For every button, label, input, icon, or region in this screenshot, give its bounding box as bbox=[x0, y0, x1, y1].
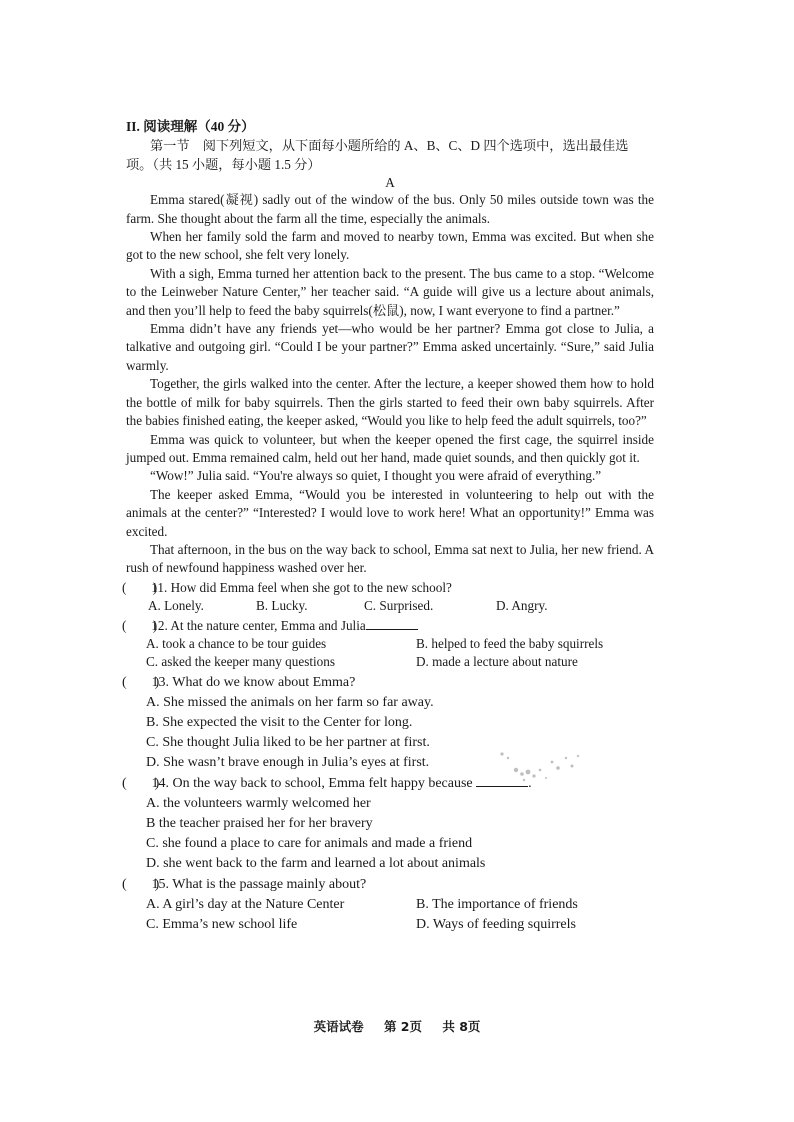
passage-paragraph: Emma was quick to volunteer, but when the keeper opened the first cage, the squirrel inside jumped out. Emma remained calm, held out her hand, made quiet sounds, and then quickly got it. bbox=[126, 431, 654, 465]
question-12 bbox=[122, 617, 654, 672]
option-row bbox=[126, 635, 654, 653]
option-a: A. A girl’s day at the Nature Center bbox=[146, 896, 345, 912]
answer-blank bbox=[366, 617, 418, 630]
answer-paren[interactable]: ( ) bbox=[122, 775, 160, 791]
passage-paragraph: “Wow!” Julia said. “You're always so quiet, I thought you were afraid of everything.” bbox=[150, 468, 602, 484]
option-b: B. She expected the visit to the Center for long. bbox=[146, 714, 413, 730]
option-c: C. asked the keeper many questions bbox=[146, 654, 335, 670]
option-d: D. Angry. bbox=[496, 598, 548, 614]
question-11 bbox=[122, 579, 654, 616]
option-d: D. Ways of feeding squirrels bbox=[416, 916, 576, 932]
reading-section bbox=[122, 118, 654, 935]
option-b: B. Lucky. bbox=[256, 598, 308, 614]
option-c: C. She thought Julia liked to be her partner at first. bbox=[146, 734, 430, 750]
passage-paragraph: With a sigh, Emma turned her attention back to the present. The bus came to a stop. “Welcome to the Leinweber Nature Center,” her teacher said. “A guide will give us a lecture about animals, and then you’ll help to feed the baby squirrels(松鼠), now, I want everyone to find a partner.” bbox=[126, 265, 654, 318]
option-row bbox=[126, 653, 654, 671]
option-d: D. she went back to the farm and learned a lot about animals bbox=[146, 855, 486, 871]
option-a: A. She missed the animals on her farm so far away. bbox=[146, 694, 434, 710]
passage-paragraph: Emma stared(凝视) sadly out of the window of the bus. Only 50 miles outside town was the farm. She thought about the farm all the time, especially the animals. bbox=[126, 192, 654, 226]
option-row bbox=[126, 895, 654, 915]
option-d: D. She wasn’t brave enough in Julia’s eyes at first. bbox=[146, 754, 430, 770]
question-stem: 11. How did Emma feel when she got to the new school? bbox=[151, 579, 452, 595]
answer-paren[interactable]: ( ) bbox=[122, 617, 158, 633]
page-footer bbox=[0, 1017, 794, 1035]
question-stem: 12. At the nature center, Emma and Julia bbox=[151, 617, 366, 633]
question-stem: 14. On the way back to school, Emma felt happy because bbox=[151, 775, 473, 791]
passage-text bbox=[126, 191, 654, 578]
question-14: ( ) 14. On the way back to school, Emma felt happy because . A. the volunteers warmly welcomed her B the teacher praised her for her bravery C. she found a place to care for animals and made a friend D. she went back to the farm and learned a lot about animals bbox=[126, 774, 654, 874]
option-b: B. The importance of friends bbox=[416, 896, 578, 912]
question-stem: 15. What is the passage mainly about? bbox=[151, 876, 367, 892]
option-b: B the teacher praised her for her bravery bbox=[146, 815, 373, 831]
option-d: D. made a lecture about nature bbox=[416, 654, 578, 670]
footer-total: 共 8页 bbox=[442, 1019, 481, 1034]
passage-paragraph: Together, the girls walked into the center. After the lecture, a keeper showed them how to hold the bottle of milk for baby squirrels. Then the girls started to feed their own baby squirrels. After the babies finished eating, the keeper asked, “Would you like to help feed the adult squirrels, too?” bbox=[126, 376, 654, 429]
option-c: C. Surprised. bbox=[364, 598, 434, 614]
passage-paragraph: The keeper asked Emma, “Would you be interested in volunteering to help out with the animals at the center?” “Interested? I would love to work here! What an opportunity!” Emma was excited. bbox=[126, 486, 654, 539]
option-b: B. helped to feed the baby squirrels bbox=[416, 635, 604, 651]
section-heading: II. 阅读理解（40 分） bbox=[126, 119, 255, 134]
answer-paren[interactable]: ( ) bbox=[122, 674, 160, 690]
option-c: C. Emma’s new school life bbox=[146, 916, 298, 932]
answer-paren[interactable]: ( ) bbox=[122, 876, 160, 892]
answer-paren[interactable]: ( ) bbox=[122, 579, 158, 595]
section-instruction: 第一节 阅下列短文，从下面每小题所给的 A、B、C、D 四个选项中，选出最佳选项。（共 15 小题，每小题 1.5 分） bbox=[126, 138, 629, 172]
footer-page: 第 2页 bbox=[383, 1019, 422, 1034]
option-c: C. she found a place to care for animals and made a friend bbox=[146, 835, 473, 851]
passage-paragraph: That afternoon, in the bus on the way back to school, Emma sat next to Julia, her new friend. A rush of newfound happiness washed over her. bbox=[126, 541, 654, 576]
option-row bbox=[126, 597, 654, 615]
question-15 bbox=[122, 875, 654, 935]
option-a: A. the volunteers warmly welcomed her bbox=[146, 795, 371, 811]
footer-subject: 英语试卷 bbox=[313, 1019, 364, 1034]
passage-paragraph: Emma didn’t have any friends yet—who would be her partner? Emma got close to Julia, a talkative and outgoing girl. “Could I be your partner?” Emma asked uncertainly. “Sure,” said Julia warmly. bbox=[126, 321, 654, 373]
option-a: A. took a chance to be tour guides bbox=[146, 635, 327, 651]
question-stem: 13. What do we know about Emma? bbox=[151, 674, 356, 690]
passage-label: A bbox=[385, 175, 395, 191]
passage-paragraph: When her family sold the farm and moved to nearby town, Emma was excited. But when she got to the new school, she felt very lonely. bbox=[126, 229, 654, 263]
ink-smudge bbox=[494, 748, 586, 788]
option-row bbox=[126, 915, 654, 935]
option-a: A. Lonely. bbox=[148, 598, 204, 614]
